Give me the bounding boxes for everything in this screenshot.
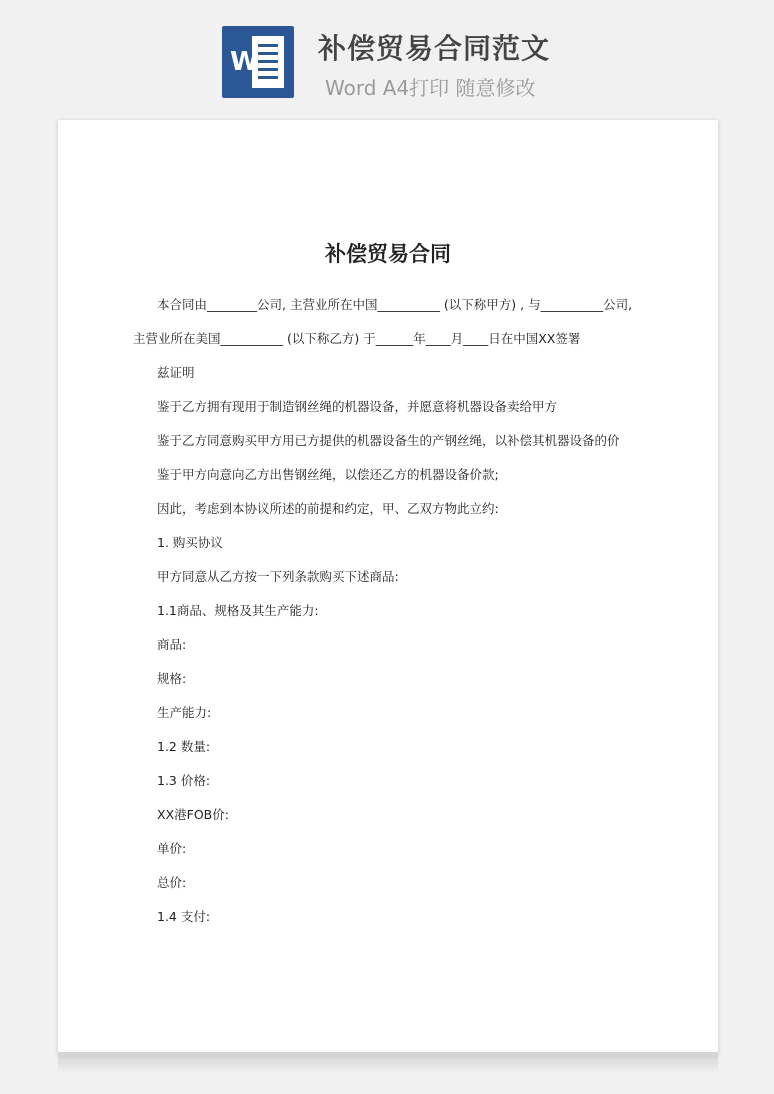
page-shadow [58,1052,718,1074]
paragraph: 本合同由________公司, 主营业所在中国__________ (以下称甲方) , 与__________公司, [157,297,633,312]
field-label: 1.2 数量: [157,739,211,754]
paragraph: 鉴于乙方同意购买甲方用已方提供的机器设备生的产钢丝绳，以补偿其机器设备的价 [157,433,620,448]
paragraph: 主营业所在美国__________ (以下称乙方) 于______年____月____日在中国XX签署 [133,331,581,346]
paragraph: 鉴于乙方拥有现用于制造钢丝绳的机器设备，并愿意将机器设备卖给甲方 [157,399,558,414]
field-label: 总价: [157,875,187,890]
word-letter: W [230,47,259,77]
paragraph: 甲方同意从乙方按一下列条款购买下述商品: [157,569,399,584]
field-label: 商品: [157,637,187,652]
document-page [58,120,718,1055]
field-label: XX港FOB价: [157,807,229,822]
word-icon [222,26,294,98]
field-label: 1.3 价格: [157,773,211,788]
page-subtitle: Word A4打印 随意修改 [325,76,536,100]
paragraph: 因此，考虑到本协议所述的前提和约定，甲、乙双方物此立约: [157,501,499,516]
section-heading: 1. 购买协议 [157,535,223,550]
field-label: 单价: [157,841,187,856]
field-label: 规格: [157,671,187,686]
paragraph: 1.1商品、规格及其生产能力: [157,603,319,618]
page-title: 补偿贸易合同范文 [318,32,551,65]
header [0,0,774,110]
field-label: 生产能力: [157,705,212,720]
document-title: 补偿贸易合同 [325,242,451,266]
paragraph: 鉴于甲方向意向乙方出售钢丝绳，以偿还乙方的机器设备价款; [157,467,499,482]
paragraph: 兹证明 [157,365,195,380]
field-label: 1.4 支付: [157,909,211,924]
